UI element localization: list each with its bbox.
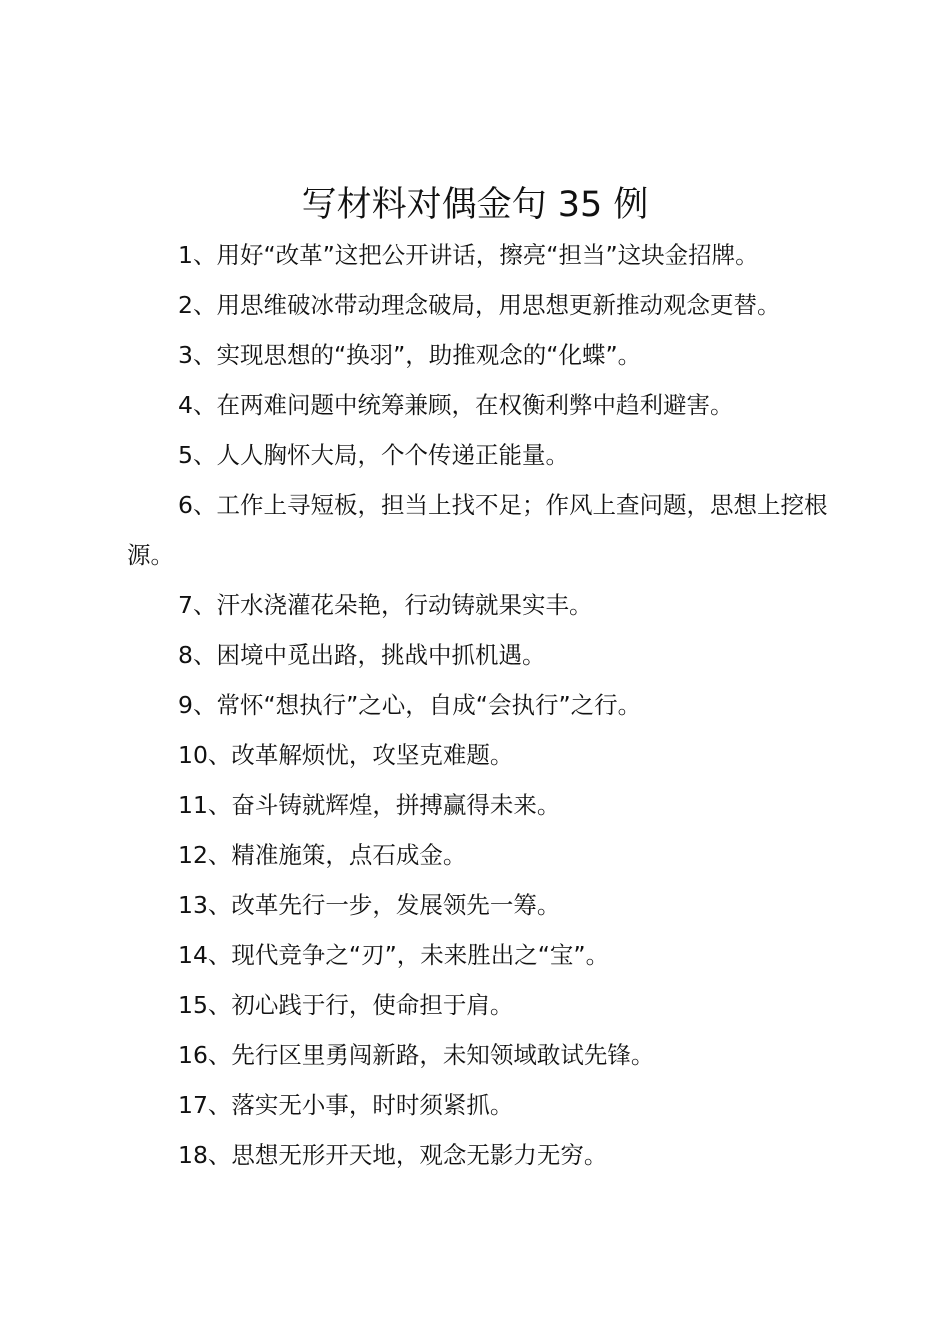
list-item: 14、现代竞争之“刃”，未来胜出之“宝”。 <box>178 941 610 969</box>
list-item: 3、实现思想的“换羽”，助推观念的“化蝶”。 <box>178 341 642 369</box>
list-item: 6、工作上寻短板，担当上找不足；作风上查问题，思想上挖根源。 <box>127 491 828 569</box>
list-item: 4、在两难问题中统筹兼顾，在权衡利弊中趋利避害。 <box>178 391 734 419</box>
list-item: 7、汗水浇灌花朵艳，行动铸就果实丰。 <box>178 591 593 619</box>
list-item: 15、初心践于行，使命担于肩。 <box>178 991 514 1019</box>
list-item: 11、奋斗铸就辉煌，拼搏赢得未来。 <box>178 791 561 819</box>
sentence-list <box>127 230 857 1180</box>
list-item: 17、落实无小事，时时须紧抓。 <box>178 1091 514 1119</box>
list-item: 9、常怀“想执行”之心，自成“会执行”之行。 <box>178 691 642 719</box>
list-item: 13、改革先行一步，发展领先一筹。 <box>178 891 561 919</box>
list-item: 16、先行区里勇闯新路，未知领域敢试先锋。 <box>178 1041 655 1069</box>
list-item: 5、人人胸怀大局，个个传递正能量。 <box>178 441 569 469</box>
list-item: 18、思想无形开天地，观念无影力无穷。 <box>178 1141 608 1169</box>
page-title: 写材料对偶金句 35 例 <box>301 185 649 225</box>
list-item: 10、改革解烦忧，攻坚克难题。 <box>178 741 514 769</box>
list-item: 2、用思维破冰带动理念破局，用思想更新推动观念更替。 <box>178 291 781 319</box>
list-item: 12、精准施策，点石成金。 <box>178 841 467 869</box>
list-item: 8、困境中觅出路，挑战中抓机遇。 <box>178 641 546 669</box>
list-item: 1、用好“改革”这把公开讲话，擦亮“担当”这块金招牌。 <box>178 241 759 269</box>
